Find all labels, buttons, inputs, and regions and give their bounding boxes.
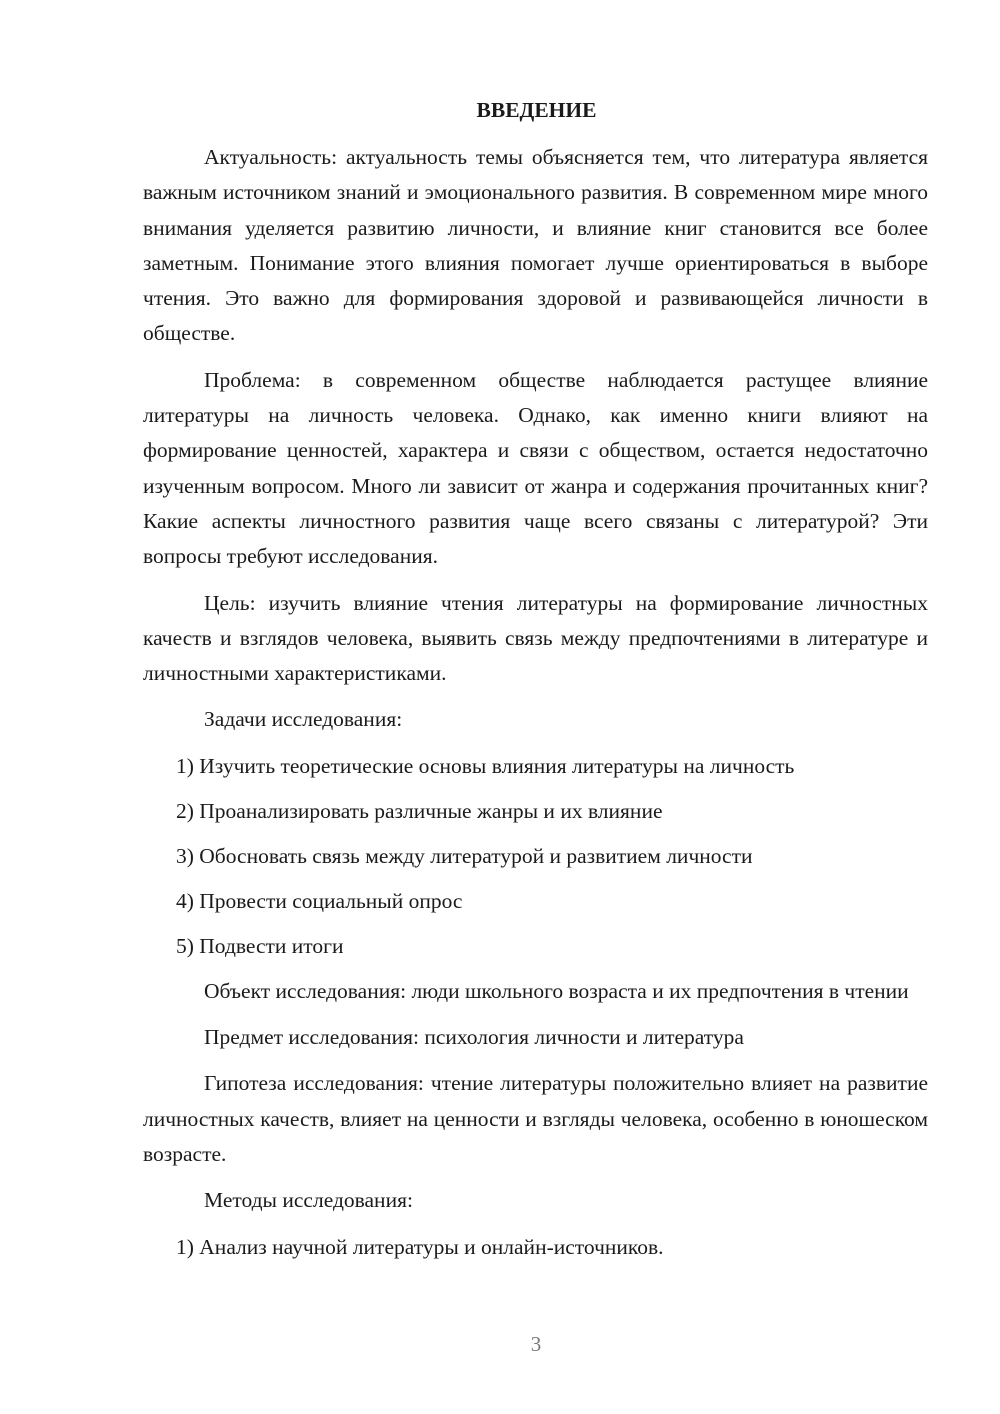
page-title: ВВЕДЕНИЕ bbox=[476, 98, 597, 122]
task-item-2: 2) Проанализировать различные жанры и их влияние bbox=[176, 798, 663, 823]
problem-paragraph: Проблема: в современном обществе наблюдается растущее влияние литературы на личность человека. Однако, как именно книги влияют на формирование ценностей, характера и связи с обществом, остается недостаточно изученным вопросом. Много ли зависит от жанра и содержания прочитанных книг? Какие аспекты личностного развития чаще всего связаны с литературой? Эти вопросы требуют исследования. bbox=[143, 367, 928, 569]
goal-paragraph: Цель: изучить влияние чтения литературы на формирование личностных качеств и взглядов человека, выявить связь между предпочтениями в литературе и личностными характеристиками. bbox=[143, 590, 928, 686]
page-number: 3 bbox=[530, 1332, 542, 1356]
subject-paragraph: Предмет исследования: психология личности и литература bbox=[204, 1025, 744, 1050]
page-content bbox=[143, 94, 928, 1275]
task-item-5: 5) Подвести итоги bbox=[176, 933, 344, 958]
relevance-paragraph: Актуальность: актуальность темы объясняется тем, что литература является важным источником знаний и эмоционального развития. В современном мире много внимания уделяется развитию личности, и влияние книг становится все более заметным. Понимание этого влияния помогает лучше ориентироваться в выборе чтения. Это важно для формирования здоровой и развивающейся личности в обществе. bbox=[143, 145, 928, 346]
task-item-1: 1) Изучить теоретические основы влияния литературы на личность bbox=[176, 753, 795, 778]
task-item-4: 4) Провести социальный опрос bbox=[176, 888, 463, 913]
tasks-heading: Задачи исследования: bbox=[204, 707, 403, 732]
methods-heading: Методы исследования: bbox=[204, 1188, 413, 1213]
task-item-3: 3) Обосновать связь между литературой и развитием личности bbox=[176, 843, 753, 868]
object-paragraph: Объект исследования: люди школьного возраста и их предпочтения в чтении bbox=[204, 978, 909, 1003]
hypothesis-paragraph: Гипотеза исследования: чтение литературы положительно влияет на развитие личностных качеств, влияет на ценности и взгляды человека, особенно в юношеском возрасте. bbox=[143, 1071, 928, 1166]
method-item-1: 1) Анализ научной литературы и онлайн-источников. bbox=[176, 1234, 664, 1259]
